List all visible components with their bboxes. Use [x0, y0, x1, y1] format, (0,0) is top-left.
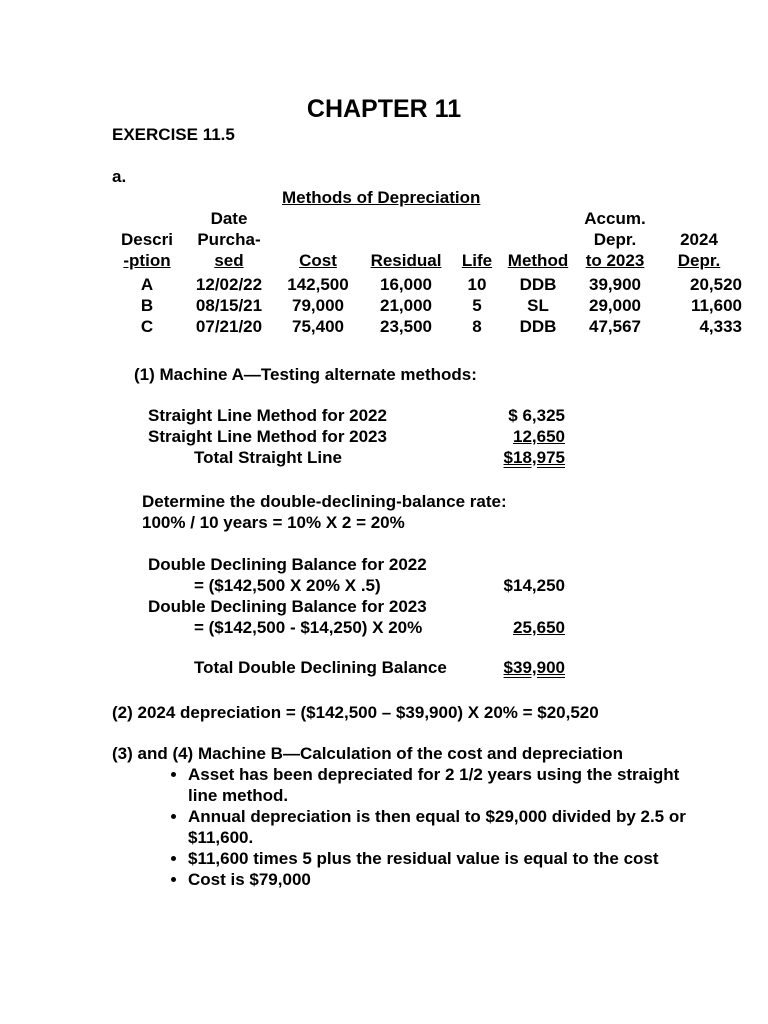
list-item: • $11,600 times 5 plus the residual value is equal to the cost	[188, 848, 708, 869]
machine-b-bullets	[158, 764, 708, 890]
part-label: a.	[112, 167, 127, 186]
cell-life: 5	[472, 296, 482, 315]
ddb-total-label: Total Double Declining Balance	[194, 658, 447, 677]
table-title: Methods of Depreciation	[282, 188, 481, 207]
cell-date: 12/02/22	[195, 275, 263, 294]
ddb-2022-formula: = ($142,500 X 20% X .5)	[194, 576, 381, 595]
sl-2022-label: Straight Line Method for 2022	[148, 406, 387, 425]
cell-accum: 29,000	[589, 296, 641, 315]
cell-cost: 142,500	[287, 275, 349, 294]
section2-text: (2) 2024 depreciation = ($142,500 – $39,900) X 20% = $20,520	[112, 703, 599, 722]
sl-total-label: Total Straight Line	[194, 448, 342, 467]
cell-life: 10	[467, 275, 487, 294]
cell-method: DDB	[519, 275, 557, 294]
cell-residual: 21,000	[380, 296, 432, 315]
cell-accum: 39,900	[589, 275, 641, 294]
cell-description: C	[140, 317, 154, 336]
header-life: Life	[461, 251, 493, 270]
header-accum-depr: Accum. Depr. to 2023	[584, 209, 646, 270]
ddb-rate-line1: Determine the double-declining-balance rate:	[142, 492, 507, 511]
table-row	[112, 295, 742, 316]
list-item: • Cost is $79,000	[188, 869, 708, 890]
cell-depr2024: 11,600	[690, 296, 742, 315]
sl-2022-value: $ 6,325	[508, 406, 565, 425]
cell-method: DDB	[519, 317, 557, 336]
sl-2023-value: 12,650	[513, 427, 565, 446]
cell-depr2024: 4,333	[699, 317, 742, 336]
ddb-2022-label: Double Declining Balance for 2022	[148, 555, 427, 574]
header-2024-depr: 2024 Depr.	[677, 230, 721, 270]
cell-date: 08/15/21	[195, 296, 263, 315]
cell-residual: 16,000	[380, 275, 432, 294]
cell-date: 07/21/20	[195, 317, 263, 336]
header-date-purchased: Date Purcha- sed	[197, 209, 261, 270]
cell-residual: 23,500	[380, 317, 432, 336]
ddb-total-value: $39,900	[503, 658, 565, 677]
ddb-2023-formula: = ($142,500 - $14,250) X 20%	[194, 618, 423, 637]
ddb-2023-value: 25,650	[513, 618, 565, 637]
cell-cost: 75,400	[292, 317, 344, 336]
ddb-rate-line2: 100% / 10 years = 10% X 2 = 20%	[142, 513, 405, 532]
section1-heading: (1) Machine A—Testing alternate methods:	[134, 365, 477, 384]
header-residual: Residual	[370, 251, 442, 270]
ddb-2022-value: $14,250	[503, 576, 565, 595]
cell-method: SL	[527, 296, 549, 315]
sl-2023-label: Straight Line Method for 2023	[148, 427, 387, 446]
header-description: Descri -ption	[121, 230, 173, 270]
table-row	[112, 316, 742, 337]
table-header-row	[112, 208, 742, 271]
sl-total-value: $18,975	[503, 448, 565, 467]
exercise-label: EXERCISE 11.5	[112, 125, 235, 144]
header-method: Method	[507, 251, 569, 270]
section3-heading: (3) and (4) Machine B—Calculation of the cost and depreciation	[112, 744, 624, 763]
table-row	[112, 271, 742, 295]
depreciation-table	[112, 208, 742, 337]
cell-description: A	[140, 275, 154, 294]
cell-accum: 47,567	[589, 317, 641, 336]
cell-depr2024: 20,520	[690, 275, 742, 294]
cell-description: B	[140, 296, 154, 315]
chapter-title: CHAPTER 11	[306, 95, 462, 123]
list-item: • Asset has been depreciated for 2 1/2 years using the straight line method.	[188, 764, 708, 806]
header-cost: Cost	[299, 251, 337, 270]
cell-cost: 79,000	[292, 296, 344, 315]
cell-life: 8	[472, 317, 482, 336]
ddb-2023-label: Double Declining Balance for 2023	[148, 597, 427, 616]
list-item: • Annual depreciation is then equal to $29,000 divided by 2.5 or $11,600.	[188, 806, 708, 848]
